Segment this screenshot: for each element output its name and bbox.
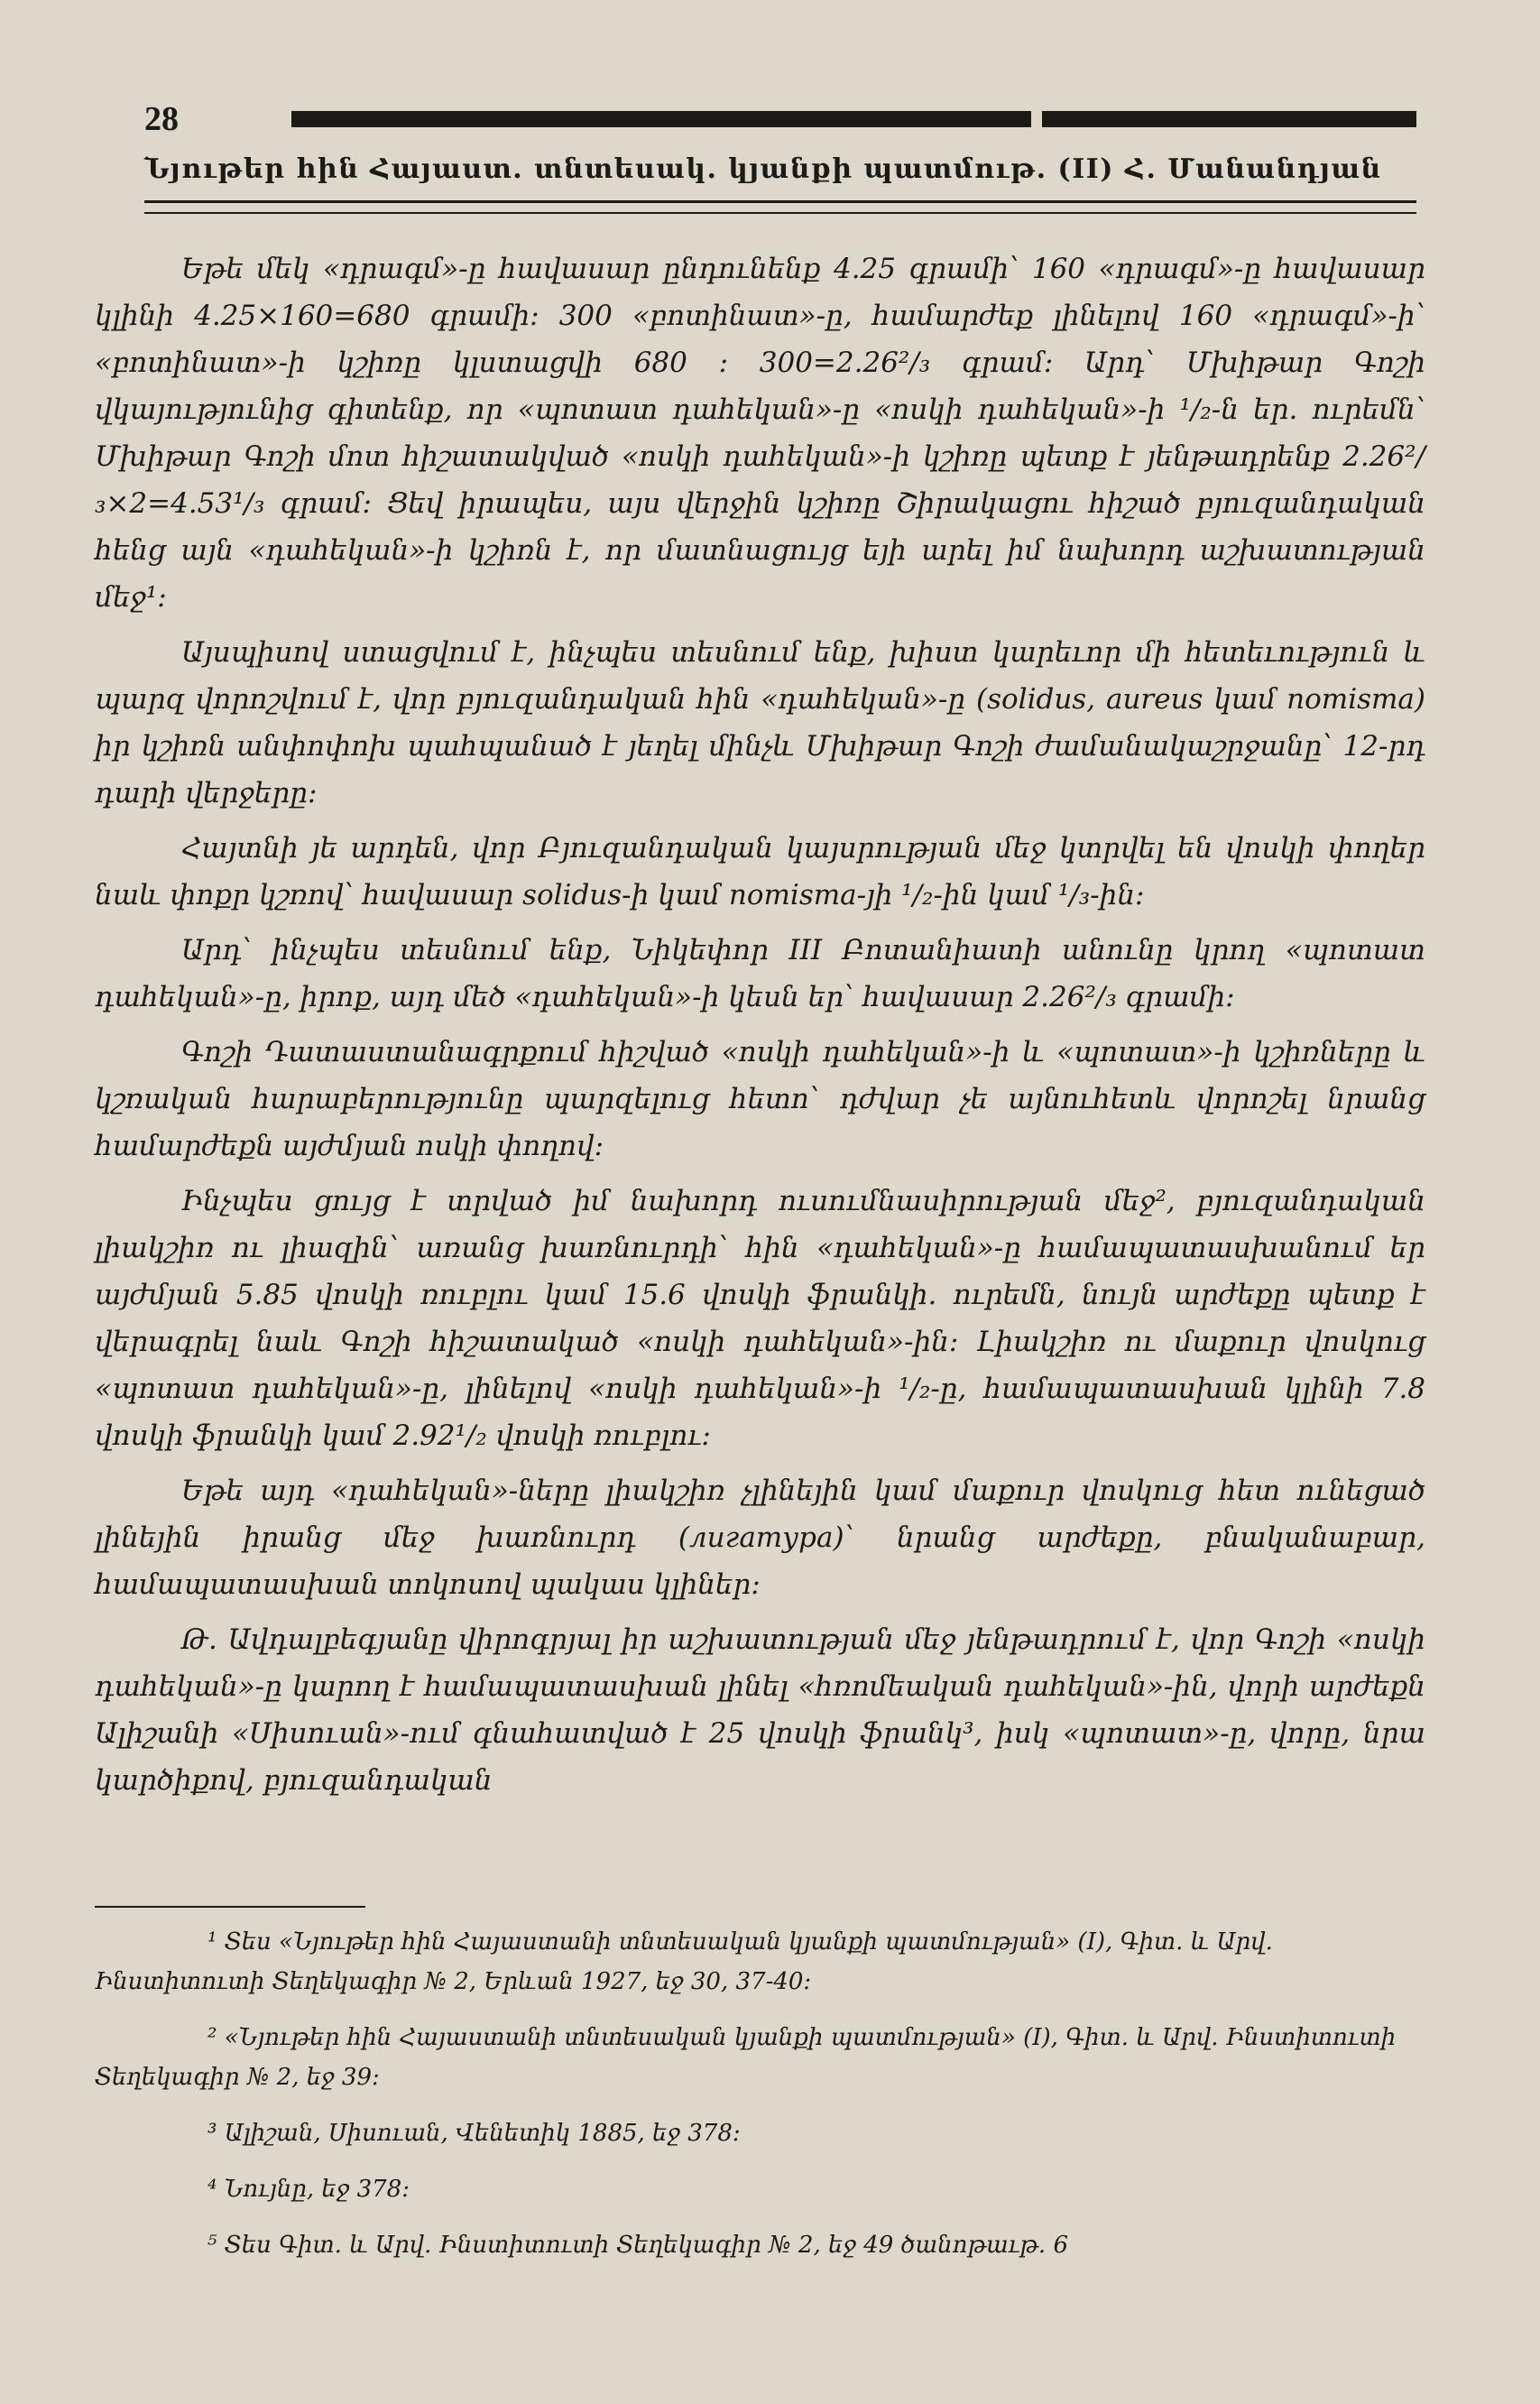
page-number: 28 xyxy=(144,100,179,138)
paragraph: Ինչպես ցույց է տրված իմ նախորդ ուսումնասիրության մեջ², բյուզանդական լիակշիռ ու լիազին՝ առանց խառնուրդի՝ հին «դահեկան»-ը համապատասխանում եր այժմյան 5.85 վոսկի ռուբլու կամ 15.6 վոսկի ֆրանկի. ուրեմն, նույն արժեքը պետք է վերագրել նաև Գոշի հիշատակած «ոսկի դահեկան»-ին: Լիակշիռ ու մաքուր վոսկուց «պոտատ դահեկան»-ը, լինելով «ոսկի դահեկան»-ի ¹/₂-ը, համապատասխան կլինի 7.8 վոսկի ֆրանկի կամ 2.92¹/₂ վոսկի ռուբլու: xyxy=(95,1185,1425,1452)
footnote-rule xyxy=(95,1906,365,1908)
paragraph: Եթե մեկ «դրագմ»-ը հավասար ընդունենք 4.25 գրամի՝ 160 «դրագմ»-ը հավասար կլինի 4.25×160=680 գրամի: 300 «բոտինատ»-ը, համարժեք լինելով 160 «դրագմ»-ի՝ «բոտինատ»-ի կշիռը կլստացվի 680 : 300=2.26²/₃ գրամ: Արդ՝ Մխիթար Գոշի վկայությունից գիտենք, որ «պոտատ դահեկան»-ը «ոսկի դահեկան»-ի ¹/₂-ն եր. ուրեմն՝ Մխիթար Գոշի մոտ հիշատակված «ոսկի դահեկան»-ի կշիռը պետք է յենթադրենք 2.26²/₃×2=4.53¹/₃ գրամ: Ցեվ իրապես, այս վերջին կշիռը Շիրակացու հիշած բյուզանդական հենց այն «դահեկան»-ի կշիռն է, որ մատնացույց եյի արել իմ նախորդ աշխատության մեջ¹: xyxy=(95,253,1425,614)
body-text xyxy=(95,245,1425,1812)
footnote: ⁴ Նույնը, եջ 378: xyxy=(207,2176,410,2203)
paragraph: Գոշի Դատաստանագրքում հիշված «ոսկի դահեկան»-ի և «պոտատ»-ի կշիռները և կշռական հարաբերությունը պարզելուց հետո՝ դժվար չե այնուհետև վորոշել նրանց համարժեքն այժմյան ոսկի փողով: xyxy=(95,1036,1425,1162)
paragraph: Արդ՝ ինչպես տեսնում ենք, Նիկեփոր III Բոտանիատի անունը կրող «պոտատ դահեկան»-ը, իրոք, այդ մեծ «դահեկան»-ի կեսն եր՝ հավասար 2.26²/₃ գրամի: xyxy=(95,934,1425,1013)
footnote: ¹ Տես «Նյութեր հին Հայաստանի տնտեսական կյանքի պատմության» (I), Գիտ. և Արվ. Ինստիտուտի Տեղեկագիր № 2, Երևան 1927, եջ 30, 37-40: xyxy=(95,1928,1273,1995)
footnote: ³ Ալիշան, Սիսուան, Վենետիկ 1885, եջ 378: xyxy=(207,2120,741,2147)
paragraph: Այսպիսով ստացվում է, ինչպես տեսնում ենք, խիստ կարեւոր մի հետեւություն և պարզ վորոշվում է, վոր բյուզանդական հին «դահեկան»-ը (solidus, aureus կամ nomisma) իր կշիռն անփոփոխ պահպանած է յեղել մինչև Մխիթար Գոշի ժամանակաշրջանը՝ 12-րդ դարի վերջերը: xyxy=(95,636,1425,809)
header-double-rule xyxy=(144,200,1416,214)
header-rule xyxy=(1042,111,1416,127)
paragraph: Եթե այդ «դահեկան»-ները լիակշիռ չլինեյին կամ մաքուր վոսկուց հետ ունեցած լինեյին իրանց մեջ խառնուրդ (лигатура)՝ նրանց արժեքը, բնականաբար, համապատասխան տոկոսով պակաս կլիներ: xyxy=(95,1475,1425,1601)
header-rule xyxy=(291,111,1031,127)
footnotes xyxy=(95,1922,1425,2281)
footnote: ² «Նյութեր հին Հայաստանի տնտեսական կյանքի պատմության» (I), Գիտ. և Արվ. Ինստիտուտի Տեղեկագիր № 2, եջ 39: xyxy=(95,2024,1397,2091)
running-head: Նյութեր հին Հայաստ. տնտեսակ. կյանքի պատմութ. (II) Հ. Մանանդյան xyxy=(144,153,1382,185)
paragraph: Թ. Ավդալբեգյանը վիրոգրյալ իր աշխատության մեջ յենթադրում է, վոր Գոշի «ոսկի դահեկան»-ը կարող է համապատասխան լինել «հռոմեական դահեկան»-ին, վորի արժեքն Ալիշանի «Սիսուան»-ում գնահատված է 25 վոսկի ֆրանկ³, իսկ «պոտատ»-ը, վորը, նրա կարծիքով, բյուզանդական xyxy=(95,1623,1425,1797)
footnote: ⁵ Տես Գիտ. և Արվ. Ինստիտուտի Տեղեկագիր № 2, եջ 49 ծանոթաւթ. 6 xyxy=(207,2232,1068,2259)
paragraph: Հայտնի յե արդեն, վոր Բյուզանդական կայսրության մեջ կտրվել են վոսկի փողեր նաև փոքր կշռով՝ հավասար solidus-ի կամ nomisma-յի ¹/₂-ին կամ ¹/₃-ին: xyxy=(95,832,1425,911)
